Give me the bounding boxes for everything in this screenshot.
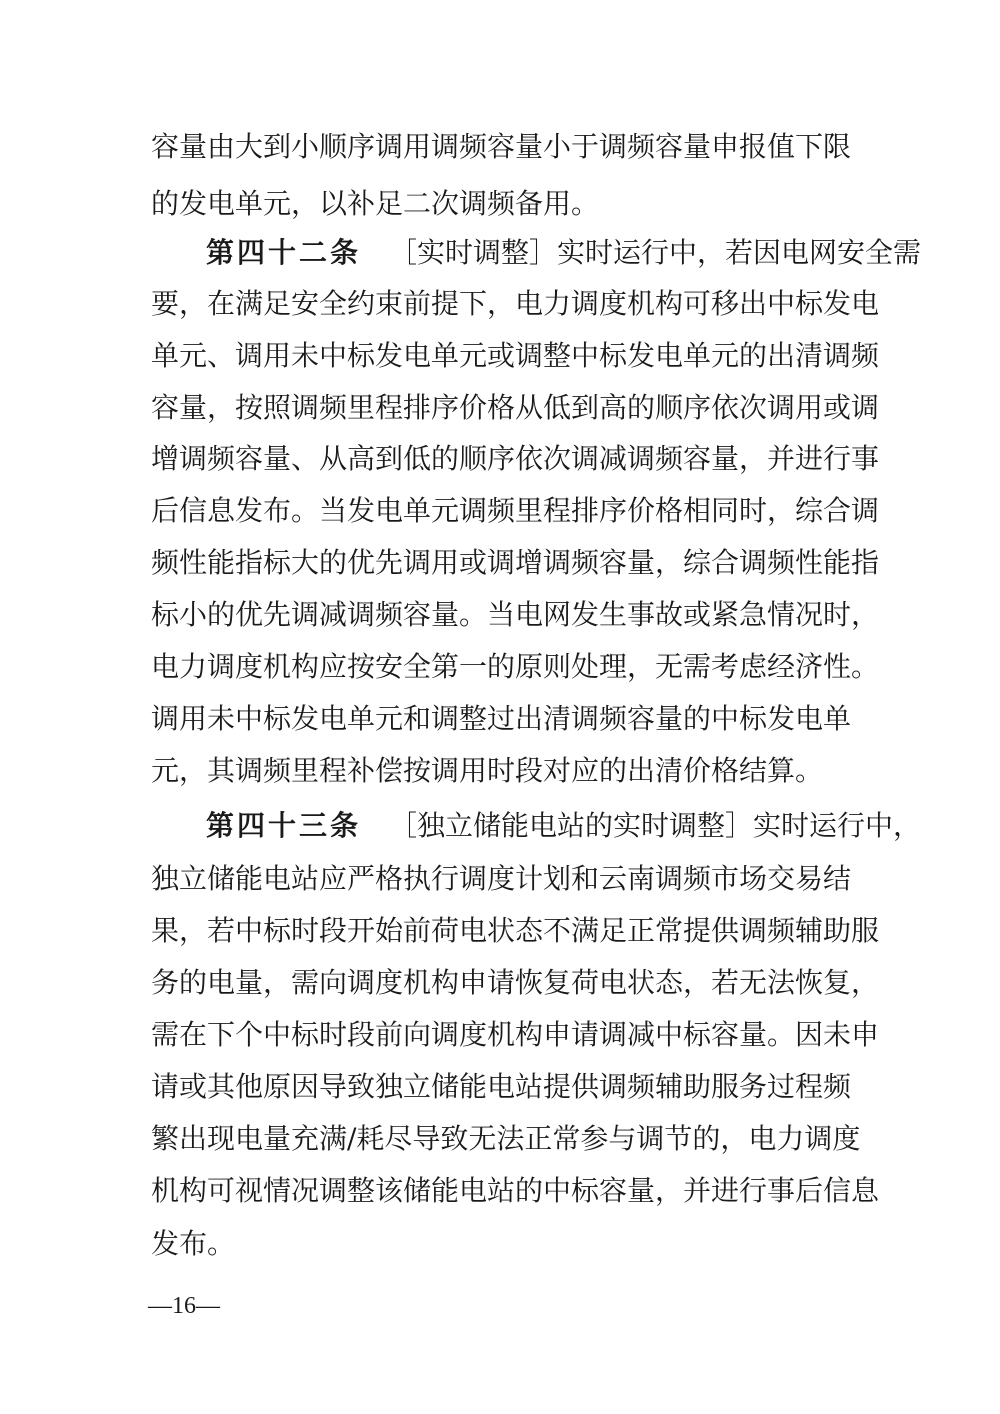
- paragraph-line: [151, 336, 879, 376]
- article-42-first-line: [206, 233, 921, 273]
- line-text: ［独立储能电站的实时调整］实时运行中，: [389, 809, 922, 842]
- line-text: 后信息发布。当发电单元调频里程排序价格相同时，综合调: [151, 494, 880, 527]
- paragraph-line: [151, 1224, 235, 1264]
- paragraph-line: [151, 1015, 879, 1055]
- page-number: —16—: [148, 1293, 220, 1319]
- paragraph-line: [151, 543, 879, 583]
- line-text: 独立储能电站应严格执行调度计划和云南调频市场交易结: [151, 862, 852, 895]
- article-heading: 第四十二条: [206, 236, 362, 269]
- line-text: 容量，按照调频里程排序价格从低到高的顺序依次调用或调: [151, 391, 880, 424]
- line-text: ［实时调整］实时运行中，若因电网安全需: [389, 236, 922, 269]
- paragraph-line: [151, 388, 879, 428]
- line-text: 务的电量，需向调度机构申请恢复荷电状态，若无法恢复，: [151, 966, 880, 999]
- line-text: 增调频容量、从高到低的顺序依次调减调频容量，并进行事: [151, 442, 880, 475]
- paragraph-line: [151, 1119, 860, 1159]
- line-text: 标小的优先调减调频容量。当电网发生事故或紧急情况时，: [151, 598, 880, 631]
- paragraph-line: [151, 751, 823, 791]
- paragraph-line: [151, 439, 879, 479]
- line-text: 电力调度机构应按安全第一的原则处理，无需考虑经济性。: [151, 650, 880, 683]
- line-text: 请或其他原因导致独立储能电站提供调频辅助服务过程频: [151, 1070, 852, 1103]
- line-text: 繁出现电量充满/耗尽导致无法正常参与调节的，电力调度: [151, 1122, 861, 1155]
- line-text: 果，若中标时段开始前荷电状态不满足正常提供调频辅助服: [151, 914, 880, 947]
- line-text: 频性能指标大的优先调用或调增调频容量，综合调频性能指: [151, 546, 880, 579]
- paragraph-line: [151, 1171, 879, 1211]
- paragraph-line: [151, 911, 879, 951]
- paragraph-line: [151, 647, 879, 687]
- paragraph-line: [151, 491, 879, 531]
- line-text: 单元、调用未中标发电单元或调整中标发电单元的出清调频: [151, 339, 880, 372]
- line-text: 元，其调频里程补偿按调用时段对应的出清价格结算。: [151, 754, 824, 787]
- line-text: 的发电单元，以补足二次调频备用。: [151, 187, 600, 220]
- paragraph-line: [151, 127, 851, 167]
- paragraph-line: [151, 699, 851, 739]
- paragraph-line: [151, 859, 851, 899]
- article-heading: 第四十三条: [206, 809, 362, 842]
- paragraph-line: [151, 284, 879, 324]
- paragraph-line: [151, 963, 879, 1003]
- paragraph-line: [151, 1067, 851, 1107]
- article-43-first-line: [206, 806, 921, 846]
- line-text: 容量由大到小顺序调用调频容量小于调频容量申报值下限: [151, 130, 852, 163]
- paragraph-line: [151, 595, 879, 635]
- line-text: 调用未中标发电单元和调整过出清调频容量的中标发电单: [151, 702, 852, 735]
- line-text: 发布。: [151, 1227, 236, 1260]
- line-text: 要，在满足安全约束前提下，电力调度机构可移出中标发电: [151, 287, 880, 320]
- line-text: 机构可视情况调整该储能电站的中标容量，并进行事后信息: [151, 1174, 880, 1207]
- line-text: 需在下个中标时段前向调度机构申请调减中标容量。因未申: [151, 1018, 880, 1051]
- paragraph-line: [151, 184, 599, 224]
